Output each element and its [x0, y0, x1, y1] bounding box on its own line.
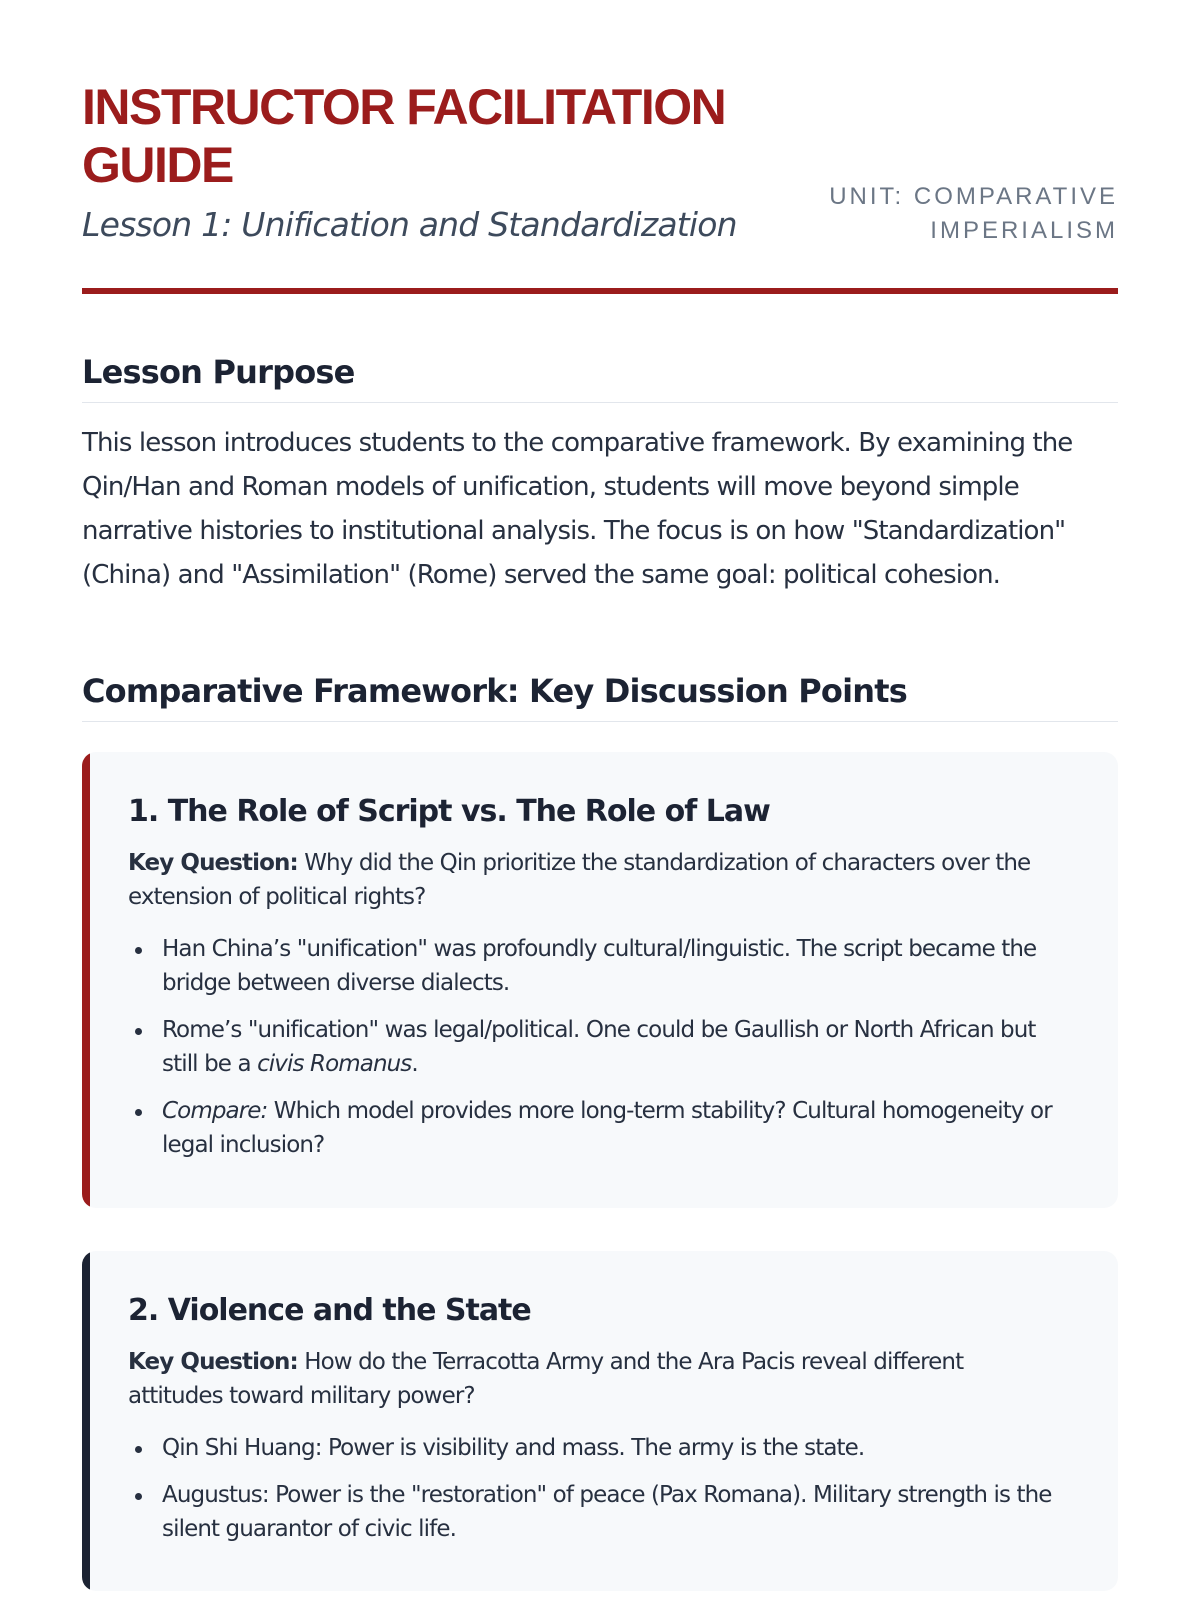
lesson-purpose-section — [82, 352, 1118, 597]
list-item — [128, 1431, 1064, 1465]
discussion-card-violence-state — [82, 1251, 1118, 1591]
key-question — [128, 1345, 1064, 1413]
point-text: Augustus: Power is the "restoration" of peace (Pax Romana). Military strength is the silent guarantor of civic life. — [162, 1482, 1052, 1542]
card-title: 2. Violence and the State — [128, 1293, 531, 1328]
unit-label: UNIT: COMPARATIVE IMPERIALISM — [829, 183, 1118, 244]
key-question-label: Key Question: — [128, 850, 298, 876]
point-text: Which model provides more long-term stability? Cultural homogeneity or legal inclusion? — [162, 1098, 1052, 1158]
list-item — [128, 1094, 1064, 1162]
document-header — [82, 0, 1118, 300]
discussion-card-script-law — [82, 752, 1118, 1208]
point-text: Rome’s "unification" was legal/political. One could be Gaullish or North African but still be a — [162, 1017, 1036, 1077]
list-item — [128, 1478, 1064, 1546]
framework-section — [82, 671, 1118, 722]
point-lead: Compare: — [162, 1098, 268, 1124]
list-item — [128, 932, 1064, 1000]
key-question-text: How do the Terracotta Army and the Ara Pacis reveal different attitudes toward military power? — [128, 1349, 964, 1409]
point-text: Qin Shi Huang: Power is visibility and mass. The army is the state. — [162, 1435, 865, 1461]
key-question-text: Why did the Qin prioritize the standardization of characters over the extension of political rights? — [128, 850, 1031, 910]
header-divider — [82, 288, 1118, 294]
document-title: INSTRUCTOR FACILITATION GUIDE — [82, 79, 726, 193]
discussion-points-list — [128, 932, 1064, 1162]
point-emphasis: civis Romanus — [257, 1051, 412, 1077]
point-text-after: . — [411, 1051, 418, 1077]
lesson-purpose-heading: Lesson Purpose — [82, 352, 1118, 403]
lesson-purpose-text: This lesson introduces students to the comparative framework. By examining the Qin/Han and Roman models of unification, students will move beyond simple narrative histories to institutional analysis. The focus is on how "Standardization" (China) and "Assimilation" (Rome) served the same goal: political cohesion. — [82, 428, 1073, 590]
key-question — [128, 846, 1064, 914]
list-item — [128, 1013, 1064, 1081]
framework-heading: Comparative Framework: Key Discussion Points — [82, 671, 1118, 722]
discussion-points-list — [128, 1431, 1064, 1546]
point-text: Han China’s "unification" was profoundly cultural/linguistic. The script became the bridge between diverse dialects. — [162, 936, 1037, 996]
card-title: 1. The Role of Script vs. The Role of Law — [128, 794, 770, 829]
key-question-label: Key Question: — [128, 1349, 298, 1375]
lesson-subtitle: Lesson 1: Unification and Standardization — [82, 205, 737, 244]
